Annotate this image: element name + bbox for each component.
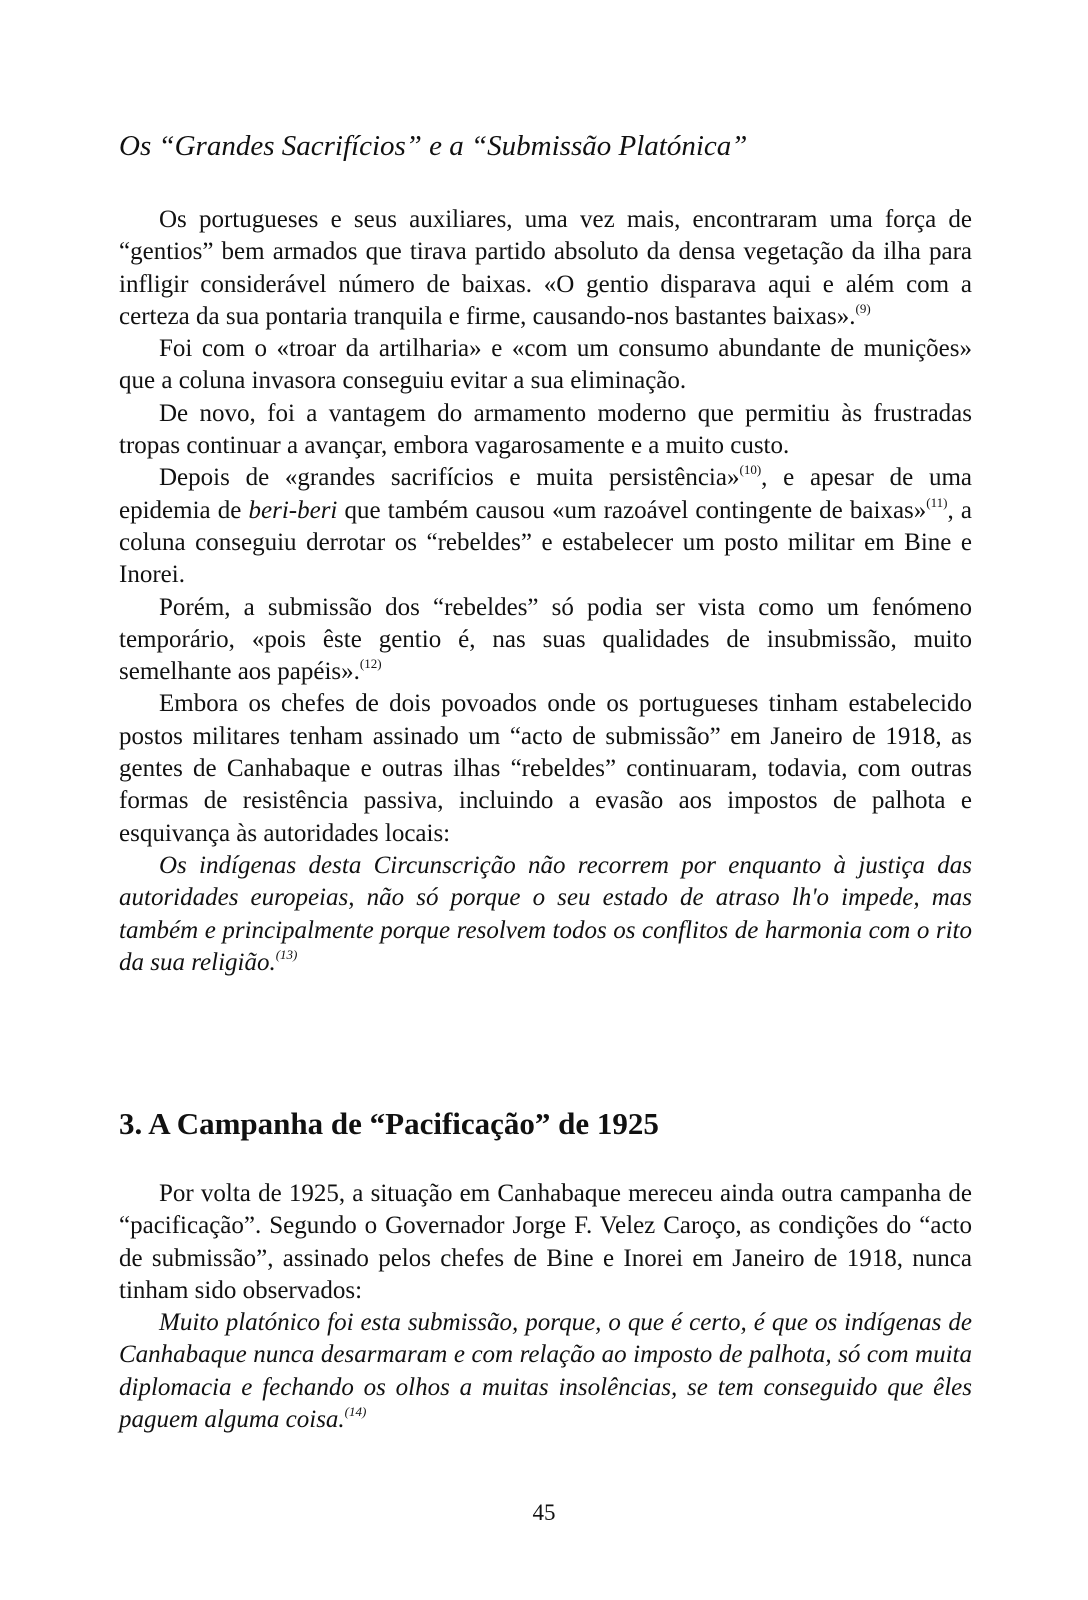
footnote-ref: (12) <box>359 656 382 672</box>
paragraph-text: Os portugueses e seus auxiliares, uma vez mais, encontraram uma força de “gentios” bem armados que tirava partido absoluto da densa vegetação da ilha para infligir considerável número de baixas. «O gentio disparava aqui e além com a certeza da sua pontaria tranquila e firme, causando-nos bastantes baixas». <box>119 206 972 330</box>
section-heading: 3. A Campanha de “Pacificação” de 1925 <box>119 1106 659 1141</box>
paragraph-text: Por volta de 1925, a situação em Canhabaque mereceu ainda outra campanha de “pacificação”. Segundo o Governador Jorge F. Velez Caroço, as condições do “acto de submissão”, assinado pelos chefes de Bine e Inorei em Janeiro de 1918, nunca tinham sido observados: <box>119 1180 972 1304</box>
block-quote <box>119 1307 972 1436</box>
paragraph-text: Embora os chefes de dois povoados onde os portugueses tinham estabelecido postos militares tenham assinado um “acto de submissão” em Janeiro de 1918, as gentes de Canhabaque e outras ilhas “rebeldes” continuaram, todavia, com outras formas de resistência passiva, incluindo a evasão aos impostos de palhota e esquivança às autoridades locais: <box>119 690 972 847</box>
paragraph-text: De novo, foi a vantagem do armamento moderno que permitiu às frustradas tropas continuar a avançar, embora vagarosamente e a muito custo. <box>119 399 972 460</box>
paragraph <box>119 688 972 849</box>
paragraph <box>119 592 972 689</box>
paragraph <box>119 462 972 591</box>
footnote-ref: (11) <box>926 494 948 510</box>
paragraph <box>119 204 972 333</box>
paragraph-text: que também causou «um razoável contingente de baixas» <box>337 496 927 524</box>
paragraph-text: Depois de «grandes sacrifícios e muita persistência» <box>159 464 740 492</box>
section-body-1 <box>119 204 972 979</box>
paragraph <box>119 333 972 398</box>
footnote-ref: (13) <box>275 946 298 962</box>
page-number: 45 <box>532 1500 556 1525</box>
paragraph <box>119 398 972 463</box>
quote-text: Muito platónico foi esta submissão, porque, o que é certo, é que os indígenas de Canhabaque nunca desarmaram e com relação ao imposto de palhota, só com muita diplomacia e fechando os olhos a muitas insolências, se tem conseguido que êles paguem alguma coisa. <box>119 1309 972 1434</box>
paragraph <box>119 1178 972 1307</box>
footnote-ref: (9) <box>855 300 871 316</box>
footnote-ref: (10) <box>739 462 762 478</box>
subsection-heading: Os “Grandes Sacrifícios” e a “Submissão Platónica” <box>119 130 748 162</box>
paragraph-text: Foi com o «troar da artilharia» e «com um consumo abundante de munições» que a coluna invasora conseguiu evitar a sua eliminação. <box>119 335 972 395</box>
section-body-2 <box>119 1178 972 1436</box>
block-quote <box>119 850 972 979</box>
paragraph-text: , a coluna conseguiu derrotar os “rebeldes” e estabelecer um posto militar em Bine e Inorei. <box>119 496 972 589</box>
footnote-ref: (14) <box>344 1404 367 1420</box>
paragraph-text: , e apesar de uma epidemia de <box>119 464 973 524</box>
italic-term: beri-beri <box>248 496 338 524</box>
quote-text: Os indígenas desta Circunscrição não recorrem por enquanto à justiça das autoridades europeias, não só porque o seu estado de atraso lh'o impede, mas também e principalmente porque resolvem todos os conflitos de harmonia com o rito da sua religião. <box>119 851 972 976</box>
paragraph-text: Porém, a submissão dos “rebeldes” só podia ser vista como um fenómeno temporário, «pois êste gentio é, nas suas qualidades de insubmissão, muito semelhante aos papéis». <box>119 593 972 686</box>
